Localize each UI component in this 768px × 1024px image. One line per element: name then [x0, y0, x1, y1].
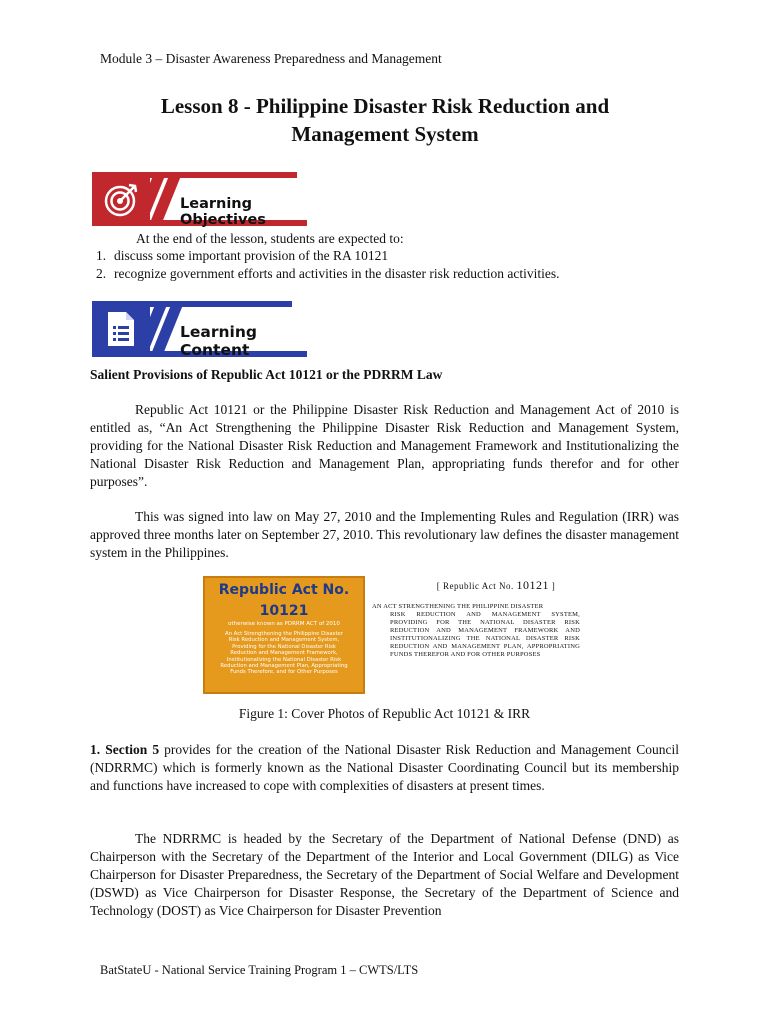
cover-title: Republic Act No. — [218, 582, 350, 598]
lesson-title-line2: Management System — [291, 122, 479, 146]
objective-text: discuss some important provision of the RA 10121 — [114, 248, 389, 263]
target-icon — [92, 174, 150, 226]
learning-objectives-label: Learning Objectives — [180, 196, 266, 228]
cover-body: An Act Strengthening the Philippine Disaster Risk Reduction and Management System, Providing for the National Disaster Risk Reduction and Management Framework, Institutionalizing the National Disaster Risk Reduction and Management Plan, Appropriating Funds Therefore, and for Other Purposes — [220, 631, 348, 676]
irr-body: AN ACT STRENGTHENING THE PHILIPPINE DISASTER RISK REDUCTION AND MANAGEMENT SYSTEM, PROVIDING FOR THE NATIONAL DISASTER RISK REDUCTION AND MANAGEMENT FRAMEWORK AND INSTITUTIONALIZING THE NATIONAL DISASTER RISK REDUCTION AND MANAGEMENT PLAN, APPROPRIATING FUNDS THEREFOR AND FOR OTHER PURPOSES — [372, 603, 580, 658]
ra-10121-cover-image — [203, 576, 365, 694]
objective-item-2 — [96, 266, 560, 282]
figure-caption: Figure 1: Cover Photos of Republic Act 10121 & IRR — [238, 706, 531, 721]
document-icon — [92, 303, 150, 355]
learning-objectives-banner — [92, 172, 307, 228]
irr-header: [ Republic Act No. 10121 ] — [436, 578, 556, 592]
objectives-intro: At the end of the lesson, students are expected to: — [136, 231, 404, 246]
section-5-text: provides for the creation of the National Disaster Risk Reduction and Management Council (NDRRMC) which is formerly known as the National Disaster Coordinating Council but its membership and functions have increased to cope with complexities of disasters at present times. — [90, 742, 679, 793]
objective-item-1 — [96, 248, 389, 264]
learning-content-label: Learning Content — [180, 323, 257, 359]
paragraph-section-5 — [90, 741, 679, 795]
objective-number: 2. — [96, 266, 107, 281]
cover-number: 10121 — [259, 603, 309, 619]
paragraph-3: The NDRRMC is headed by the Secretary of the Department of National Defense (DND) as Chairperson with the Secretary of the Department of the Interior and Local Government (DILG) as Vice Chairperson for Disaster Preparedness, the Secretary of the Department of Social Welfare and Development (DSWD) as Vice Chairperson for Disaster Response, the Secretary of the Department of Science and Technology (DOST) as Vice Chairperson for Disaster Prevention — [90, 831, 679, 918]
paragraph-2: This was signed into law on May 27, 2010 and the Implementing Rules and Regulation (IRR) was approved three months later on September 27, 2010. This revolutionary law defines the disaster management system in the Philippines. — [90, 509, 679, 560]
objective-number: 1. — [96, 248, 107, 263]
irr-cover-image — [372, 578, 580, 696]
cover-subtitle: otherwise known as PDRRM ACT of 2010 — [228, 621, 340, 627]
lesson-title-line1: Lesson 8 - Philippine Disaster Risk Reduction and — [160, 94, 610, 118]
section-5-label: 1. Section 5 — [90, 742, 160, 757]
page-header: Module 3 – Disaster Awareness Preparedness and Management — [100, 51, 442, 66]
lesson-title — [60, 92, 710, 148]
learning-content-banner — [92, 301, 307, 357]
objective-text: recognize government efforts and activities in the disaster risk reduction activities. — [114, 266, 560, 281]
page-footer: BatStateU - National Service Training Program 1 – CWTS/LTS — [100, 963, 419, 977]
section-heading: Salient Provisions of Republic Act 10121 or the PDRRM Law — [90, 367, 443, 382]
paragraph-1: Republic Act 10121 or the Philippine Disaster Risk Reduction and Management Act of 2010 is entitled as, “An Act Strengthening the Philippine Disaster Risk Reduction and Management System, providing for the National Disaster Risk Reduction and Management Framework and Institutionalizing the National Disaster Risk Reduction and Management Plan, appropriating funds therefor and for other purposes”. — [90, 402, 679, 489]
